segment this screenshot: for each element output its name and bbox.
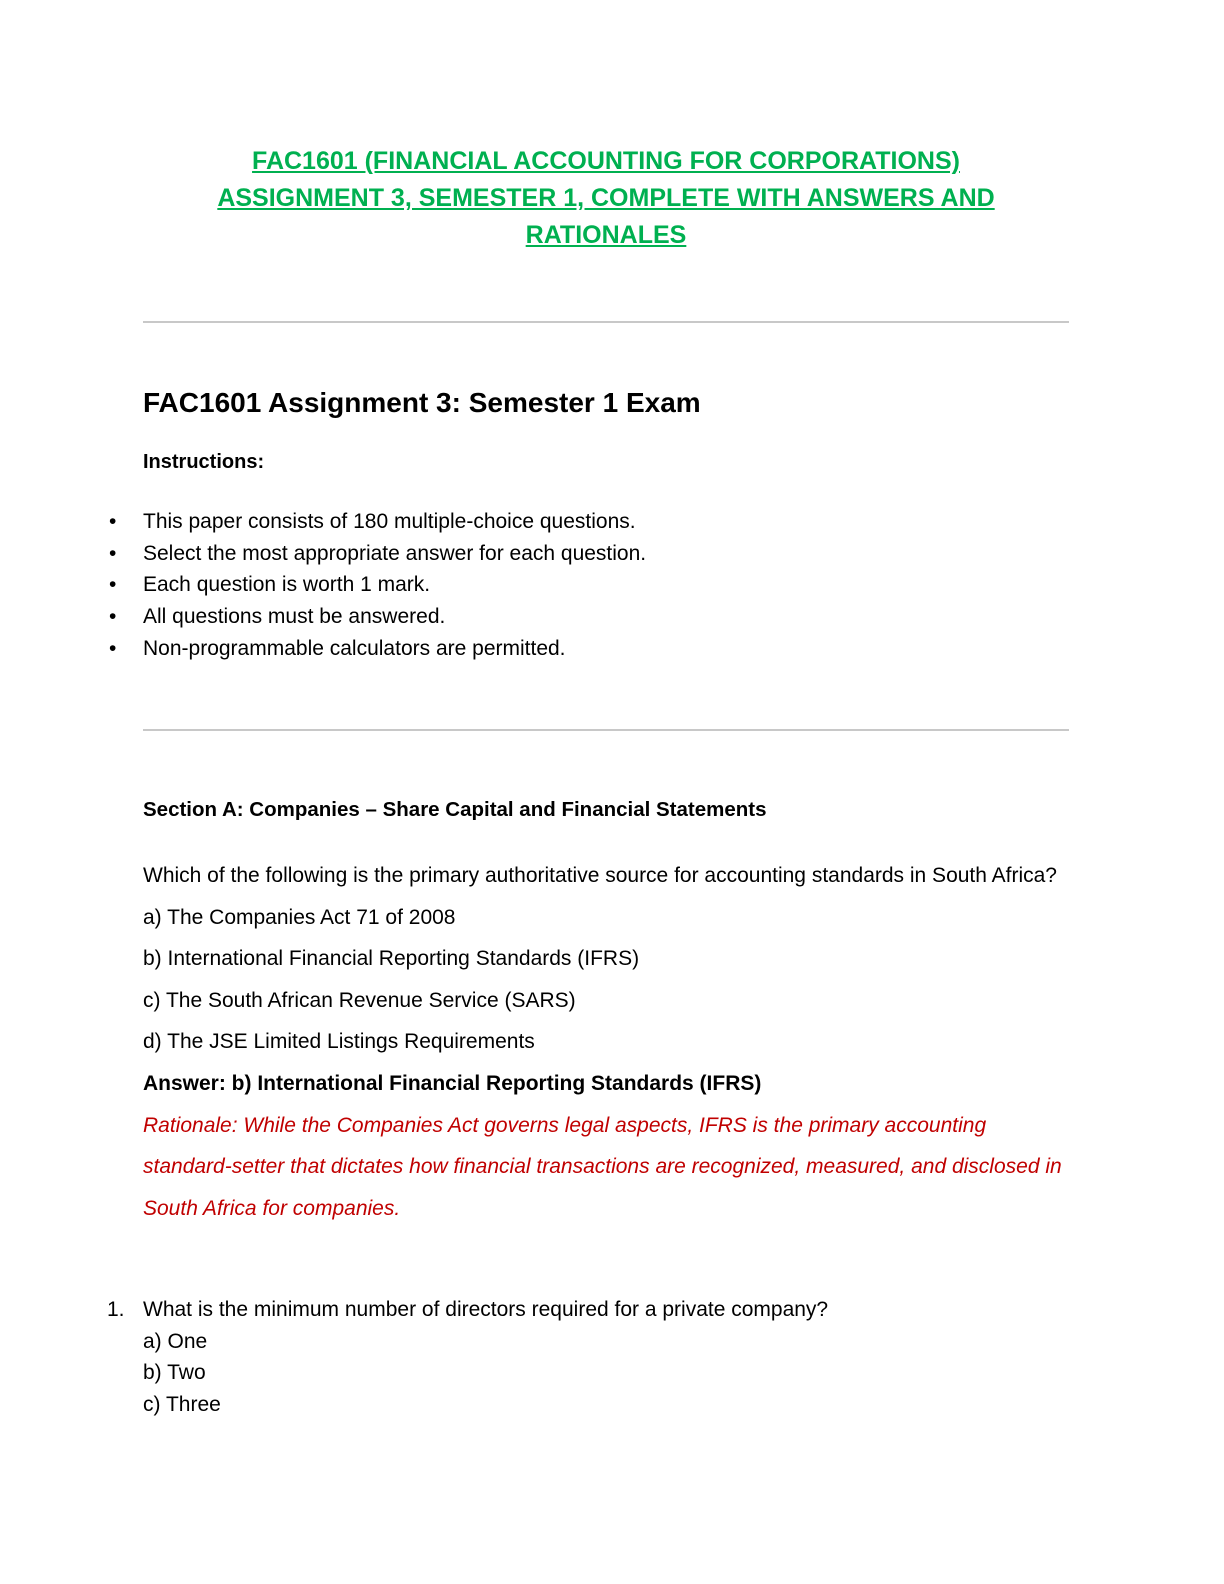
document-title-line-1: FAC1601 (FINANCIAL ACCOUNTING FOR CORPORATIONS) <box>252 147 960 175</box>
option-b: b) Two <box>143 1361 206 1385</box>
rationale-text: Rationale: While the Companies Act governs legal aspects, IFRS is the primary accounting standard-setter that dictates how financial transactions are recognized, measured, and disclosed in South Africa for companies. <box>143 1113 1062 1220</box>
instruction-text: All questions must be answered. <box>143 605 446 629</box>
document-title <box>143 143 1069 254</box>
question-text: Which of the following is the primary authoritative source for accounting standards in South Africa? <box>143 864 1057 887</box>
instruction-item <box>105 633 1005 665</box>
document-title-line-3: RATIONALES <box>525 221 687 249</box>
instruction-item <box>105 569 1005 601</box>
instruction-text: Select the most appropriate answer for each question. <box>143 541 647 565</box>
bullet-icon: • <box>109 510 117 533</box>
instruction-item <box>105 506 1005 538</box>
instruction-text: Non-programmable calculators are permitted. <box>143 636 566 660</box>
document-title-line-2: ASSIGNMENT 3, SEMESTER 1, COMPLETE WITH ANSWERS AND <box>217 184 995 212</box>
horizontal-divider <box>143 729 1069 731</box>
bullet-icon: • <box>109 541 117 565</box>
question-text: What is the minimum number of directors required for a private company? <box>143 1298 829 1321</box>
option-c: c) The South African Revenue Service (SARS) <box>143 988 576 1012</box>
instructions-label: Instructions: <box>143 451 265 473</box>
option-a: a) One <box>143 1329 208 1353</box>
option-d: d) The JSE Limited Listings Requirements <box>143 1030 535 1054</box>
option-b: b) International Financial Reporting Standards (IFRS) <box>143 947 640 971</box>
instruction-item <box>105 538 1005 570</box>
instruction-text: Each question is worth 1 mark. <box>143 573 431 597</box>
instruction-item <box>105 601 1005 633</box>
question-number: 1. <box>107 1298 125 1321</box>
horizontal-divider <box>143 321 1069 323</box>
intro-question-block <box>143 855 1073 1229</box>
bullet-icon: • <box>109 573 117 597</box>
section-a-heading: Section A: Companies – Share Capital and Financial Statements <box>143 798 767 821</box>
bullet-icon: • <box>109 636 117 660</box>
exam-heading: FAC1601 Assignment 3: Semester 1 Exam <box>143 387 701 418</box>
option-c: c) Three <box>143 1393 221 1417</box>
answer-text: Answer: b) International Financial Reporting Standards (IFRS) <box>143 1071 762 1095</box>
question-1 <box>105 1294 1065 1421</box>
bullet-icon: • <box>109 605 117 629</box>
instructions-list <box>105 506 1005 665</box>
instruction-text: This paper consists of 180 multiple-choice questions. <box>143 510 636 533</box>
option-a: a) The Companies Act 71 of 2008 <box>143 905 456 929</box>
